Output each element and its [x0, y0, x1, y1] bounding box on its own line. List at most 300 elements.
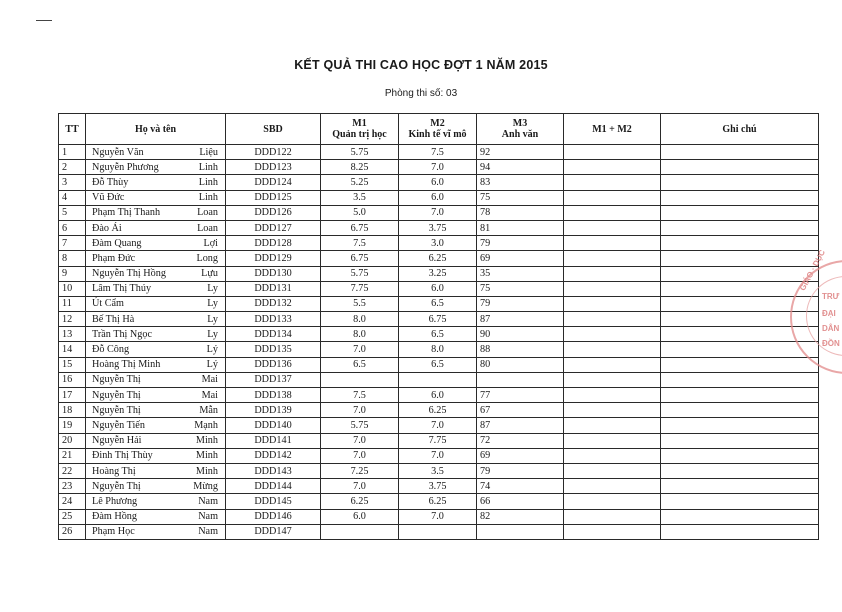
score-m1: 6.0 [321, 509, 399, 524]
given-name: Loan [197, 222, 218, 234]
score-m1: 7.0 [321, 433, 399, 448]
score-m1: 5.25 [321, 175, 399, 190]
row-number: 1 [59, 145, 86, 160]
family-middle-name: Nguyễn Văn [92, 146, 144, 158]
row-number: 19 [59, 418, 86, 433]
table-row [59, 433, 819, 448]
candidate-id: DDD135 [226, 342, 321, 357]
score-m2: 8.0 [399, 342, 477, 357]
score-m2: 6.5 [399, 357, 477, 372]
family-middle-name: Phạm Học [92, 526, 135, 538]
row-number: 11 [59, 296, 86, 311]
note-cell [661, 509, 819, 524]
row-number: 16 [59, 372, 86, 387]
score-m2: 7.0 [399, 509, 477, 524]
score-m1-plus-m2 [564, 296, 661, 311]
header-m2-subject: Kinh tế vĩ mô [408, 129, 467, 140]
table-row [59, 312, 819, 327]
candidate-name [86, 418, 226, 433]
score-m2: 7.75 [399, 433, 477, 448]
table-row [59, 205, 819, 220]
score-m1: 7.0 [321, 342, 399, 357]
score-m3 [477, 372, 564, 387]
score-m2 [399, 524, 477, 539]
score-m1-plus-m2 [564, 281, 661, 296]
row-number: 8 [59, 251, 86, 266]
score-m2: 3.25 [399, 266, 477, 281]
score-m1: 8.0 [321, 312, 399, 327]
table-row [59, 327, 819, 342]
row-number: 24 [59, 494, 86, 509]
row-number: 18 [59, 403, 86, 418]
candidate-id: DDD138 [226, 388, 321, 403]
score-m2: 3.75 [399, 479, 477, 494]
family-middle-name: Đào Ái [92, 222, 122, 234]
score-m1-plus-m2 [564, 433, 661, 448]
candidate-id: DDD139 [226, 403, 321, 418]
family-middle-name: Nguyễn Thị [92, 389, 141, 401]
given-name: Mừng [193, 480, 218, 492]
candidate-name [86, 145, 226, 160]
candidate-name [86, 220, 226, 235]
given-name: Mạnh [194, 419, 218, 431]
candidate-id: DDD136 [226, 357, 321, 372]
candidate-id: DDD130 [226, 266, 321, 281]
note-cell [661, 236, 819, 251]
score-m2: 7.0 [399, 448, 477, 463]
score-m1-plus-m2 [564, 494, 661, 509]
note-cell [661, 175, 819, 190]
family-middle-name: Bế Thị Hà [92, 313, 135, 325]
score-m1: 7.5 [321, 388, 399, 403]
given-name: Ly [207, 313, 218, 325]
family-middle-name: Vũ Đức [92, 192, 125, 204]
given-name: Ly [207, 283, 218, 295]
row-number: 26 [59, 524, 86, 539]
given-name: Nam [198, 526, 218, 538]
score-m1: 6.25 [321, 494, 399, 509]
score-m1-plus-m2 [564, 327, 661, 342]
row-number: 21 [59, 448, 86, 463]
table-row [59, 388, 819, 403]
score-m1: 7.25 [321, 463, 399, 478]
score-m2: 6.25 [399, 403, 477, 418]
given-name: Long [196, 252, 218, 264]
score-m2: 3.75 [399, 220, 477, 235]
candidate-id: DDD137 [226, 372, 321, 387]
score-m1: 8.25 [321, 160, 399, 175]
header-m1-plus-m2: M1 + M2 [564, 114, 661, 145]
table-row [59, 479, 819, 494]
note-cell [661, 463, 819, 478]
row-number: 3 [59, 175, 86, 190]
seal-line-4: ĐỒN [822, 339, 840, 348]
note-cell [661, 524, 819, 539]
note-cell [661, 357, 819, 372]
score-m1: 6.5 [321, 357, 399, 372]
candidate-name [86, 236, 226, 251]
score-m1 [321, 372, 399, 387]
candidate-name [86, 251, 226, 266]
table-row [59, 463, 819, 478]
note-cell [661, 266, 819, 281]
score-m2: 6.5 [399, 327, 477, 342]
score-m3: 94 [477, 160, 564, 175]
candidate-id: DDD131 [226, 281, 321, 296]
table-row [59, 251, 819, 266]
candidate-id: DDD142 [226, 448, 321, 463]
score-m3: 69 [477, 251, 564, 266]
note-cell [661, 418, 819, 433]
page-title: KẾT QUẢ THI CAO HỌC ĐỢT 1 NĂM 2015 [294, 58, 548, 72]
note-cell [661, 145, 819, 160]
score-m3: 66 [477, 494, 564, 509]
table-row [59, 403, 819, 418]
header-sbd: SBD [226, 114, 321, 145]
table-row [59, 494, 819, 509]
candidate-id: DDD147 [226, 524, 321, 539]
header-m2 [399, 114, 477, 145]
score-m2: 3.5 [399, 463, 477, 478]
score-m1: 8.0 [321, 327, 399, 342]
results-table [58, 113, 819, 540]
family-middle-name: Phạm Đức [92, 252, 136, 264]
table-row [59, 145, 819, 160]
family-middle-name: Lâm Thị Thúy [92, 283, 152, 295]
family-middle-name: Nguyễn Thị Hồng [92, 268, 166, 280]
seal-arc-text: GIÁO · DỤC [798, 248, 828, 293]
score-m1-plus-m2 [564, 251, 661, 266]
family-middle-name: Đinh Thị Thùy [92, 450, 153, 462]
note-cell [661, 479, 819, 494]
table-row [59, 524, 819, 539]
candidate-id: DDD129 [226, 251, 321, 266]
score-m1-plus-m2 [564, 220, 661, 235]
candidate-id: DDD123 [226, 160, 321, 175]
row-number: 14 [59, 342, 86, 357]
table-row [59, 236, 819, 251]
candidate-id: DDD145 [226, 494, 321, 509]
table-row [59, 190, 819, 205]
candidate-id: DDD141 [226, 433, 321, 448]
row-number: 6 [59, 220, 86, 235]
family-middle-name: Đỗ Thùy [92, 176, 129, 188]
candidate-name [86, 266, 226, 281]
header-m3-subject: Anh văn [501, 129, 539, 140]
note-cell [661, 251, 819, 266]
score-m1-plus-m2 [564, 236, 661, 251]
table-row [59, 418, 819, 433]
score-m1-plus-m2 [564, 205, 661, 220]
header-m1 [321, 114, 399, 145]
note-cell [661, 342, 819, 357]
family-middle-name: Trần Thị Ngọc [92, 328, 152, 340]
seal-line-3: DÂN [822, 324, 840, 333]
score-m1-plus-m2 [564, 479, 661, 494]
given-name: Lý [206, 359, 218, 371]
score-m3: 79 [477, 463, 564, 478]
score-m1: 7.0 [321, 448, 399, 463]
note-cell [661, 220, 819, 235]
candidate-id: DDD144 [226, 479, 321, 494]
candidate-name [86, 312, 226, 327]
table-row [59, 509, 819, 524]
candidate-name [86, 524, 226, 539]
note-cell [661, 494, 819, 509]
score-m3: 81 [477, 220, 564, 235]
score-m1-plus-m2 [564, 372, 661, 387]
header-m2-code: M2 [430, 118, 445, 129]
score-m1: 7.75 [321, 281, 399, 296]
given-name: Linh [198, 176, 218, 188]
score-m1-plus-m2 [564, 160, 661, 175]
score-m3: 74 [477, 479, 564, 494]
table-row [59, 160, 819, 175]
family-middle-name: Út Cẩm [92, 298, 124, 310]
score-m2: 6.25 [399, 251, 477, 266]
candidate-id: DDD143 [226, 463, 321, 478]
candidate-id: DDD128 [226, 236, 321, 251]
score-m3: 35 [477, 266, 564, 281]
score-m1-plus-m2 [564, 342, 661, 357]
score-m3: 75 [477, 281, 564, 296]
score-m2: 6.0 [399, 388, 477, 403]
score-m3: 75 [477, 190, 564, 205]
given-name: Ly [207, 298, 218, 310]
score-m2: 7.0 [399, 205, 477, 220]
score-m2: 6.0 [399, 281, 477, 296]
score-m1: 5.5 [321, 296, 399, 311]
candidate-name [86, 205, 226, 220]
table-row [59, 220, 819, 235]
note-cell [661, 160, 819, 175]
given-name: Minh [195, 450, 218, 462]
score-m3: 87 [477, 418, 564, 433]
score-m1-plus-m2 [564, 403, 661, 418]
score-m3: 87 [477, 312, 564, 327]
score-m1-plus-m2 [564, 145, 661, 160]
exam-room-label: Phòng thi số: 03 [384, 88, 458, 99]
header-m1-subject: Quản trị học [332, 129, 387, 140]
score-m1-plus-m2 [564, 357, 661, 372]
candidate-id: DDD126 [226, 205, 321, 220]
note-cell [661, 403, 819, 418]
score-m3: 83 [477, 175, 564, 190]
score-m1-plus-m2 [564, 463, 661, 478]
score-m1: 7.0 [321, 403, 399, 418]
family-middle-name: Hoàng Thị [92, 465, 136, 477]
row-number: 5 [59, 205, 86, 220]
family-middle-name: Nguyễn Tiến [92, 419, 145, 431]
candidate-name [86, 372, 226, 387]
candidate-name [86, 494, 226, 509]
candidate-name [86, 175, 226, 190]
score-m3: 90 [477, 327, 564, 342]
candidate-name [86, 357, 226, 372]
candidate-name [86, 281, 226, 296]
note-cell [661, 388, 819, 403]
family-middle-name: Nguyễn Phương [92, 161, 159, 173]
score-m1: 6.75 [321, 251, 399, 266]
score-m1-plus-m2 [564, 448, 661, 463]
table-row [59, 448, 819, 463]
family-middle-name: Phạm Thị Thanh [92, 207, 161, 219]
score-m1-plus-m2 [564, 190, 661, 205]
score-m1: 6.75 [321, 220, 399, 235]
row-number: 12 [59, 312, 86, 327]
candidate-id: DDD127 [226, 220, 321, 235]
table-row [59, 175, 819, 190]
score-m3 [477, 524, 564, 539]
given-name: Linh [198, 161, 218, 173]
row-number: 15 [59, 357, 86, 372]
candidate-id: DDD132 [226, 296, 321, 311]
given-name: Mẫn [199, 404, 218, 416]
seal-line-1: TRƯ [822, 292, 840, 301]
score-m1: 5.75 [321, 266, 399, 281]
score-m2: 3.0 [399, 236, 477, 251]
candidate-name [86, 327, 226, 342]
score-m2: 7.5 [399, 145, 477, 160]
candidate-id: DDD140 [226, 418, 321, 433]
score-m3: 69 [477, 448, 564, 463]
table-body [59, 145, 819, 540]
score-m2: 7.0 [399, 418, 477, 433]
score-m2: 6.25 [399, 494, 477, 509]
header-m1-code: M1 [352, 118, 367, 129]
given-name: Minh [195, 435, 218, 447]
family-middle-name: Đàm Quang [92, 237, 142, 249]
table-row [59, 266, 819, 281]
score-m1: 7.0 [321, 479, 399, 494]
family-middle-name: Nguyễn Hải [92, 435, 142, 447]
family-middle-name: Nguyễn Thị [92, 404, 141, 416]
family-middle-name: Nguyễn Thị [92, 374, 141, 386]
family-middle-name: Đỗ Công [92, 344, 130, 356]
row-number: 2 [59, 160, 86, 175]
seal-line-2: ĐẠI [822, 309, 836, 318]
given-name: Lý [206, 344, 218, 356]
candidate-name [86, 433, 226, 448]
score-m2: 6.0 [399, 175, 477, 190]
header-note: Ghi chú [661, 114, 819, 145]
row-number: 20 [59, 433, 86, 448]
note-cell [661, 190, 819, 205]
header-m3 [477, 114, 564, 145]
score-m1-plus-m2 [564, 266, 661, 281]
row-number: 9 [59, 266, 86, 281]
score-m1-plus-m2 [564, 388, 661, 403]
score-m3: 79 [477, 296, 564, 311]
score-m3: 72 [477, 433, 564, 448]
given-name: Ly [207, 328, 218, 340]
score-m1-plus-m2 [564, 175, 661, 190]
score-m3: 78 [477, 205, 564, 220]
table-header-row [59, 114, 819, 145]
candidate-name [86, 403, 226, 418]
candidate-name [86, 479, 226, 494]
family-middle-name: Hoàng Thị Minh [92, 359, 161, 371]
candidate-id: DDD133 [226, 312, 321, 327]
given-name: Loan [197, 207, 218, 219]
score-m3: 92 [477, 145, 564, 160]
header-tt: TT [59, 114, 86, 145]
given-name: Mai [201, 374, 218, 386]
score-m1-plus-m2 [564, 509, 661, 524]
score-m1: 5.0 [321, 205, 399, 220]
score-m1-plus-m2 [564, 418, 661, 433]
score-m1: 5.75 [321, 145, 399, 160]
score-m2: 6.5 [399, 296, 477, 311]
score-m2: 7.0 [399, 160, 477, 175]
candidate-id: DDD146 [226, 509, 321, 524]
corner-mark [36, 20, 52, 21]
candidate-name [86, 388, 226, 403]
score-m3: 67 [477, 403, 564, 418]
candidate-id: DDD125 [226, 190, 321, 205]
row-number: 4 [59, 190, 86, 205]
candidate-name [86, 448, 226, 463]
table-row [59, 372, 819, 387]
row-number: 10 [59, 281, 86, 296]
candidate-name [86, 509, 226, 524]
score-m3: 77 [477, 388, 564, 403]
table-row [59, 281, 819, 296]
score-m1-plus-m2 [564, 524, 661, 539]
score-m1: 5.75 [321, 418, 399, 433]
table-row [59, 357, 819, 372]
header-m3-code: M3 [512, 118, 528, 129]
row-number: 22 [59, 463, 86, 478]
row-number: 7 [59, 236, 86, 251]
header-name: Họ và tên [86, 114, 226, 145]
given-name: Nam [198, 511, 218, 523]
candidate-name [86, 296, 226, 311]
row-number: 17 [59, 388, 86, 403]
given-name: Minh [195, 465, 218, 477]
candidate-name [86, 342, 226, 357]
note-cell [661, 433, 819, 448]
row-number: 13 [59, 327, 86, 342]
score-m1 [321, 524, 399, 539]
note-cell [661, 448, 819, 463]
score-m3: 88 [477, 342, 564, 357]
score-m3: 79 [477, 236, 564, 251]
score-m2: 6.0 [399, 190, 477, 205]
note-cell [661, 372, 819, 387]
candidate-name [86, 463, 226, 478]
given-name: Mai [201, 389, 218, 401]
score-m3: 80 [477, 357, 564, 372]
given-name: Liệu [199, 146, 218, 158]
score-m1: 7.5 [321, 236, 399, 251]
given-name: Lợi [203, 237, 218, 249]
candidate-id: DDD122 [226, 145, 321, 160]
row-number: 25 [59, 509, 86, 524]
candidate-name [86, 160, 226, 175]
score-m2 [399, 372, 477, 387]
family-middle-name: Đàm Hồng [92, 511, 137, 523]
candidate-name [86, 190, 226, 205]
score-m1: 3.5 [321, 190, 399, 205]
family-middle-name: Nguyễn Thị [92, 480, 141, 492]
score-m2: 6.75 [399, 312, 477, 327]
score-m1-plus-m2 [564, 312, 661, 327]
candidate-id: DDD134 [226, 327, 321, 342]
given-name: Linh [198, 192, 218, 204]
note-cell [661, 205, 819, 220]
given-name: Lựu [201, 268, 218, 280]
